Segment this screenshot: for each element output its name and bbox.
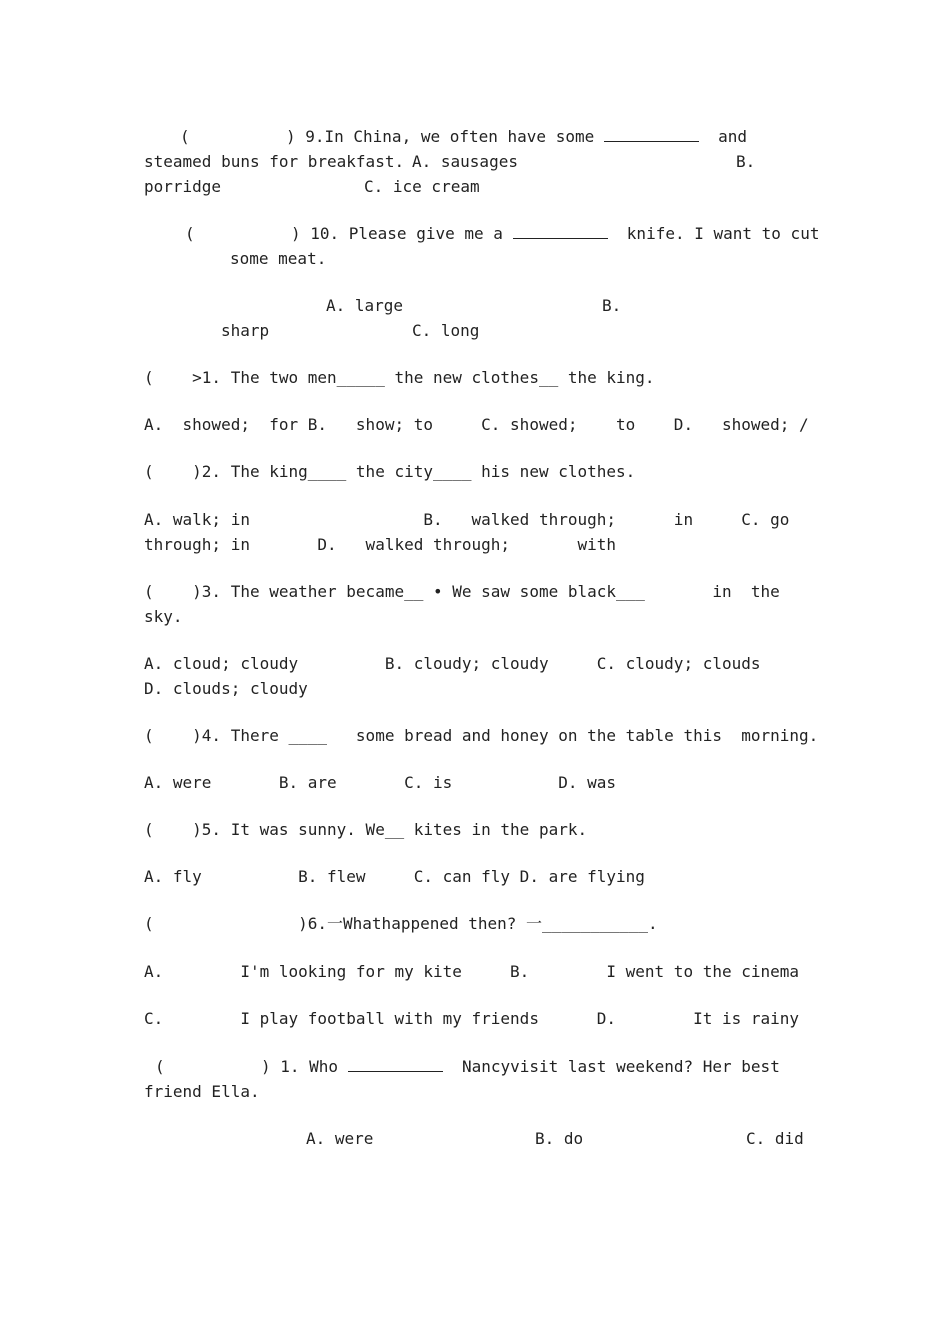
s4-options: A. were B. are C. is D. was (144, 773, 617, 792)
q9-stem-c: steamed buns for breakfast. (144, 152, 405, 171)
s3-options-line2: D. clouds; cloudy (144, 679, 308, 698)
q9-answer-blank[interactable] (604, 125, 699, 142)
q9-stem-b: and (718, 127, 748, 146)
t1-option-c: C. did (746, 1129, 804, 1148)
q10-option-b-text: sharp (221, 321, 270, 340)
q10-answer-blank[interactable] (513, 222, 608, 239)
t1-option-b: B. do (535, 1129, 584, 1148)
t1-stem-line (155, 1054, 780, 1079)
t1-option-a: A. were (306, 1129, 374, 1148)
s5-stem: ( )5. It was sunny. We__ kites in the park. (144, 820, 588, 839)
q9-stem-a: 9.In China, we often have some (305, 127, 595, 146)
t1-stem-c: friend Ella. (144, 1082, 260, 1101)
q9-paren: ( ) (180, 127, 296, 146)
s6-stem: ( )6.一Whathappened then? 一___________. (144, 914, 658, 933)
t1-paren: ( ) (155, 1057, 271, 1076)
s1-options: A. showed; for B. show; to C. showed; to D. showed; / (144, 415, 809, 434)
t1-stem-a: 1. Who (280, 1057, 339, 1076)
q10-stem-b: knife. I want to cut (626, 224, 820, 243)
q10-paren: ( ) (185, 224, 301, 243)
t1-stem-b: Nancyvisit last weekend? Her best (461, 1057, 780, 1076)
s4-stem: ( )4. There ____ some bread and honey on the table this morning. (144, 726, 819, 745)
s3-options-line1: A. cloud; cloudy B. cloudy; cloudy C. cloudy; clouds (144, 654, 761, 673)
q10-stem-a: 10. Please give me a (310, 224, 503, 243)
q10-option-a: A. large (326, 296, 404, 315)
q9-option-b-text: porridge (144, 177, 222, 196)
q10-stem-c: some meat. (230, 249, 327, 268)
q10-option-b-letter: B. (602, 296, 622, 315)
s3-stem-line1: ( )3. The weather became__ • We saw some black___ in the (144, 582, 780, 601)
s6-options-cd: C. I play football with my friends D. It is rainy (144, 1009, 800, 1028)
s2-options-line2: through; in D. walked through; with (144, 535, 617, 554)
q9-option-b-letter: B. (736, 152, 756, 171)
q9-option-c: C. ice cream (364, 177, 480, 196)
q9-option-a: A. sausages (412, 152, 518, 171)
s3-stem-line2: sky. (144, 607, 183, 626)
s6-options-ab: A. I'm looking for my kite B. I went to the cinema (144, 962, 800, 981)
t1-answer-blank[interactable] (348, 1055, 443, 1072)
s5-options: A. fly B. flew C. can fly D. are flying (144, 867, 645, 886)
q10-option-c: C. long (412, 321, 480, 340)
q9-stem-line (180, 124, 747, 149)
s1-stem: ( >1. The two men_____ the new clothes__ the king. (144, 368, 655, 387)
s2-options-line1: A. walk; in B. walked through; in C. go (144, 510, 790, 529)
s2-stem: ( )2. The king____ the city____ his new clothes. (144, 462, 636, 481)
q10-stem-line (185, 221, 819, 246)
